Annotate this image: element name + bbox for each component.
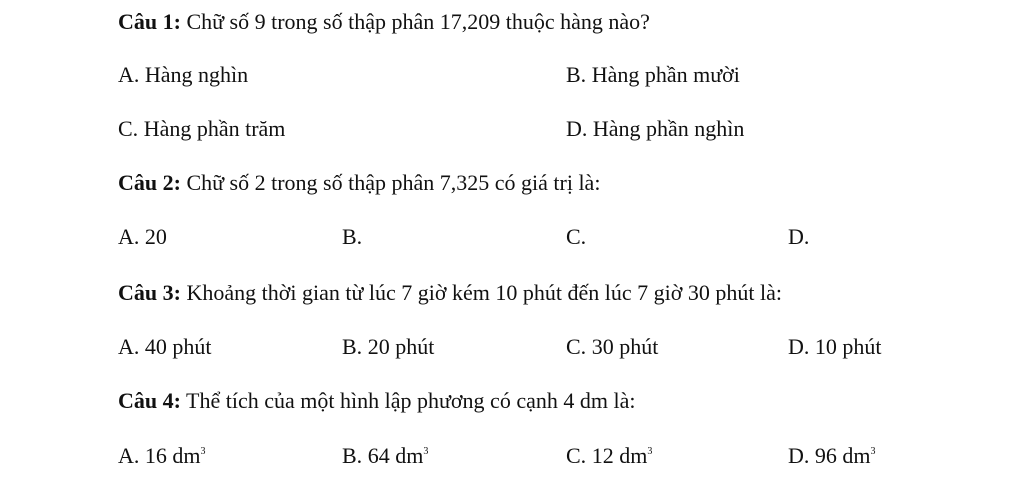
option-letter: B. bbox=[342, 224, 363, 249]
question-2-text: Chữ số 2 trong số thập phân 7,325 có giá trị là: bbox=[180, 170, 601, 195]
question-2-option-b bbox=[342, 222, 362, 252]
option-text: 30 phút bbox=[586, 334, 659, 359]
question-4-option-a bbox=[118, 441, 206, 471]
question-3-option-d bbox=[788, 332, 882, 362]
question-4-text: Thể tích của một hình lập phương có cạnh 4 dm là: bbox=[180, 388, 636, 413]
option-value: 96 dm bbox=[809, 443, 871, 468]
option-text: Hàng phần trăm bbox=[138, 116, 286, 141]
question-2-option-c bbox=[566, 222, 586, 252]
question-1-option-d bbox=[566, 114, 744, 144]
question-3-label: Câu 3: bbox=[118, 280, 181, 305]
question-1-option-c bbox=[118, 114, 285, 144]
question-2-option-d bbox=[788, 222, 809, 252]
option-letter: C. bbox=[118, 116, 139, 141]
option-letter: B. bbox=[342, 443, 363, 468]
option-text: 10 phút bbox=[809, 334, 882, 359]
question-1 bbox=[0, 7, 1024, 37]
question-2-label: Câu 2: bbox=[118, 170, 181, 195]
question-1-options-row-2 bbox=[0, 114, 1024, 144]
option-letter: A. bbox=[118, 443, 140, 468]
option-text: Hàng phần nghìn bbox=[587, 116, 745, 141]
question-3 bbox=[0, 278, 1024, 308]
question-1-line bbox=[118, 7, 650, 37]
question-3-text: Khoảng thời gian từ lúc 7 giờ kém 10 phút đến lúc 7 giờ 30 phút là: bbox=[180, 280, 782, 305]
option-exponent: 3 bbox=[423, 446, 429, 457]
question-3-options bbox=[0, 332, 1024, 362]
question-3-option-b bbox=[342, 332, 434, 362]
question-3-option-a bbox=[118, 332, 212, 362]
option-value: 12 dm bbox=[586, 443, 648, 468]
question-1-option-a bbox=[118, 60, 248, 90]
question-4 bbox=[0, 386, 1024, 416]
option-text: 20 bbox=[139, 224, 167, 249]
question-3-option-c bbox=[566, 332, 658, 362]
option-letter: B. bbox=[342, 334, 363, 359]
question-1-text: Chữ số 9 trong số thập phân 17,209 thuộc hàng nào? bbox=[180, 9, 650, 34]
option-exponent: 3 bbox=[870, 446, 876, 457]
option-text: 40 phút bbox=[139, 334, 212, 359]
question-4-options bbox=[0, 441, 1024, 471]
option-letter: B. bbox=[566, 62, 587, 87]
option-letter: D. bbox=[788, 443, 810, 468]
option-letter: C. bbox=[566, 443, 587, 468]
question-4-label: Câu 4: bbox=[118, 388, 181, 413]
option-letter: A. bbox=[118, 334, 140, 359]
option-exponent: 3 bbox=[200, 446, 206, 457]
option-letter: D. bbox=[788, 224, 810, 249]
question-2-line bbox=[118, 168, 600, 198]
question-4-option-c bbox=[566, 441, 652, 471]
question-1-options-row-1 bbox=[0, 60, 1024, 90]
question-1-option-b bbox=[566, 60, 740, 90]
option-letter: D. bbox=[566, 116, 588, 141]
option-value: 64 dm bbox=[362, 443, 424, 468]
question-1-label: Câu 1: bbox=[118, 9, 181, 34]
option-letter: A. bbox=[118, 224, 140, 249]
question-2-options bbox=[0, 222, 1024, 252]
option-letter: C. bbox=[566, 334, 587, 359]
option-text: Hàng nghìn bbox=[139, 62, 249, 87]
question-4-option-b bbox=[342, 441, 428, 471]
option-letter: A. bbox=[118, 62, 140, 87]
option-letter: C. bbox=[566, 224, 587, 249]
question-4-line bbox=[118, 386, 635, 416]
question-2-option-a bbox=[118, 222, 167, 252]
question-4-option-d bbox=[788, 441, 876, 471]
option-text: Hàng phần mười bbox=[586, 62, 740, 87]
question-2 bbox=[0, 168, 1024, 198]
question-3-line bbox=[118, 278, 782, 308]
option-text: 20 phút bbox=[362, 334, 435, 359]
option-letter: D. bbox=[788, 334, 810, 359]
option-exponent: 3 bbox=[647, 446, 653, 457]
option-value: 16 dm bbox=[139, 443, 201, 468]
